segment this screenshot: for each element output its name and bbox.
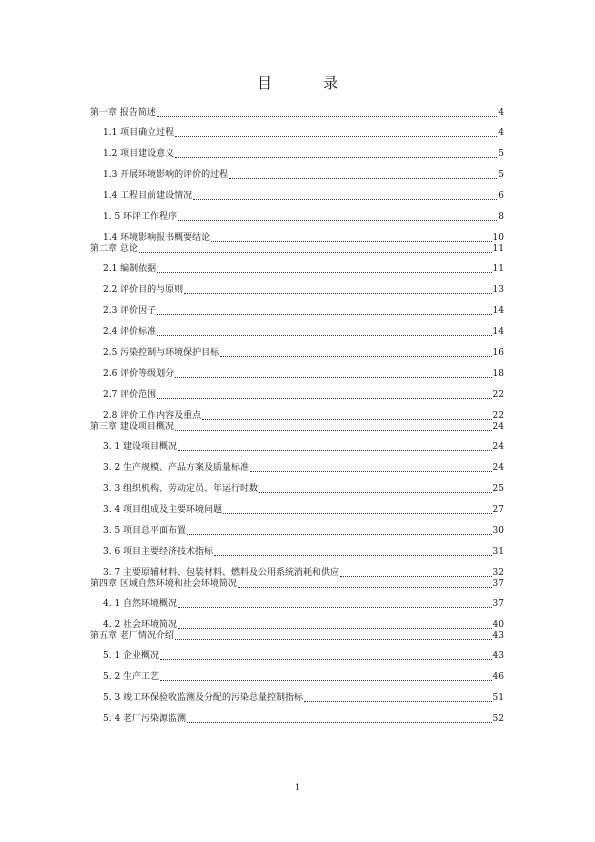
toc-entry-label: 2.8 评价工作内容及重点 (103, 411, 202, 421)
toc-entry-page: 43 (492, 631, 504, 641)
toc-entry-page: 22 (492, 390, 504, 400)
toc-section-entry[interactable] (90, 620, 504, 631)
toc-section-entry[interactable] (90, 442, 504, 453)
toc-entry-page: 22 (492, 411, 504, 421)
toc-section-entry[interactable] (90, 672, 504, 683)
toc-leader-dots (187, 534, 492, 535)
toc-entry-page: 10 (492, 233, 504, 243)
toc-entry-label: 2.4 评价标准 (103, 327, 157, 337)
toc-entry-page: 5 (498, 149, 504, 159)
toc-section-entry[interactable] (90, 170, 504, 181)
toc-entry-label: 第五章 老厂情况介绍 (90, 631, 174, 641)
toc-chapter-entry[interactable] (90, 244, 504, 255)
toc-entry-label: 第四章 区域自然环境和社会环境简况 (90, 579, 237, 589)
toc-section-entry[interactable] (90, 149, 504, 160)
toc-leader-dots (238, 587, 492, 588)
toc-entry-page: 37 (492, 599, 504, 609)
toc-entry-page: 13 (492, 285, 504, 295)
toc-leader-dots (259, 492, 492, 493)
toc-entry-label: 3. 6 项目主要经济技术指标 (103, 547, 214, 557)
toc-section-entry[interactable] (90, 526, 504, 537)
page-number: 1 (294, 783, 301, 792)
toc-entry-label: 2.3 评价因子 (103, 306, 157, 316)
toc-entry-label: 2.1 编制依据 (103, 264, 157, 274)
toc-entry-page: 32 (492, 568, 504, 578)
toc-entry-page: 30 (492, 526, 504, 536)
toc-entry-page: 11 (492, 244, 504, 254)
toc-leader-dots (175, 377, 491, 378)
toc-section-entry[interactable] (90, 390, 504, 401)
toc-leader-dots (202, 419, 491, 420)
toc-section-entry[interactable] (90, 505, 504, 516)
toc-entry-page: 14 (492, 306, 504, 316)
toc-leader-dots (223, 513, 492, 514)
toc-entry-label: 1. 5 环评工作程序 (103, 212, 178, 222)
table-of-contents (90, 108, 504, 725)
toc-leader-dots (160, 659, 492, 660)
toc-leader-dots (304, 701, 492, 702)
toc-leader-dots (175, 136, 497, 137)
toc-section-entry[interactable] (90, 599, 504, 610)
toc-entry-label: 1.2 项目建设意义 (103, 149, 175, 159)
toc-leader-dots (220, 356, 491, 357)
toc-section-entry[interactable] (90, 233, 504, 244)
toc-entry-label: 5. 1 企业概况 (103, 651, 160, 661)
toc-leader-dots (340, 576, 492, 577)
toc-entry-label: 1.4 环境影响报书概要结论 (103, 233, 211, 243)
toc-leader-dots (193, 199, 497, 200)
toc-leader-dots (229, 178, 497, 179)
toc-entry-page: 4 (498, 128, 504, 138)
toc-entry-page: 52 (492, 714, 504, 724)
toc-entry-label: 2.2 评价目的与原则 (103, 285, 184, 295)
toc-entry-page: 46 (492, 672, 504, 682)
toc-entry-label: 第三章 建设项目概况 (90, 422, 174, 432)
toc-entry-page: 18 (492, 369, 504, 379)
toc-leader-dots (160, 680, 492, 681)
toc-entry-page: 24 (492, 422, 504, 432)
toc-entry-label: 3. 7 主要原辅材料、包装材料、燃料及公用系统消耗和供应 (103, 568, 340, 578)
toc-entry-label: 2.5 污染控制与环境保护目标 (103, 348, 220, 358)
toc-leader-dots (157, 314, 491, 315)
toc-entry-label: 第二章 总论 (90, 244, 138, 254)
toc-entry-label: 1.3 开展环境影响的评价的过程 (103, 170, 229, 180)
toc-entry-page: 4 (498, 108, 504, 118)
toc-entry-label: 5. 3 竣工环保验收监测及分配的污染总量控制指标 (103, 693, 304, 703)
toc-leader-dots (187, 722, 492, 723)
toc-entry-label: 第一章 报告简述 (90, 108, 156, 118)
toc-leader-dots (178, 628, 492, 629)
toc-section-entry[interactable] (90, 411, 504, 422)
toc-entry-page: 37 (492, 579, 504, 589)
toc-chapter-entry[interactable] (90, 422, 504, 433)
toc-section-entry[interactable] (90, 191, 504, 202)
toc-leader-dots (139, 252, 492, 253)
toc-entry-label: 2.7 评价范围 (103, 390, 157, 400)
toc-entry-label: 2.6 评价等级划分 (103, 369, 175, 379)
toc-entry-label: 1.4 工程目前建设情况 (103, 191, 193, 201)
toc-section-entry[interactable] (90, 212, 504, 223)
toc-entry-page: 51 (492, 693, 504, 703)
toc-section-entry[interactable] (90, 264, 504, 275)
toc-section-entry[interactable] (90, 327, 504, 338)
toc-leader-dots (157, 398, 491, 399)
toc-entry-label: 3. 3 组织机构、劳动定员、年运行时数 (103, 484, 259, 494)
toc-entry-label: 3. 5 项目总平面布置 (103, 526, 187, 536)
toc-entry-label: 5. 4 老厂污染源监测 (103, 714, 187, 724)
toc-entry-label: 4. 2 社会环境简况 (103, 620, 178, 630)
toc-entry-page: 40 (492, 620, 504, 630)
toc-section-entry[interactable] (90, 714, 504, 725)
toc-section-entry[interactable] (90, 348, 504, 359)
toc-leader-dots (175, 430, 492, 431)
toc-section-entry[interactable] (90, 128, 504, 139)
toc-leader-dots (178, 607, 492, 608)
toc-section-entry[interactable] (90, 369, 504, 380)
toc-section-entry[interactable] (90, 285, 504, 296)
toc-section-entry[interactable] (90, 306, 504, 317)
page-title: 目 录 (256, 74, 356, 92)
toc-leader-dots (178, 220, 497, 221)
toc-entry-page: 6 (498, 191, 504, 201)
toc-entry-label: 3. 4 项目组成及主要环境问题 (103, 505, 223, 515)
toc-leader-dots (157, 335, 491, 336)
toc-entry-label: 1.1 项目确立过程 (103, 128, 175, 138)
toc-section-entry[interactable] (90, 693, 504, 704)
toc-entry-page: 11 (492, 264, 504, 274)
toc-entry-label: 5. 2 生产工艺 (103, 672, 160, 682)
toc-leader-dots (214, 555, 492, 556)
toc-entry-page: 25 (492, 484, 504, 494)
toc-section-entry[interactable] (90, 651, 504, 662)
toc-section-entry[interactable] (90, 463, 504, 474)
toc-entry-page: 43 (492, 651, 504, 661)
toc-leader-dots (178, 450, 492, 451)
toc-entry-page: 8 (498, 212, 504, 222)
toc-chapter-entry[interactable] (90, 631, 504, 642)
toc-leader-dots (175, 157, 497, 158)
toc-entry-page: 16 (492, 348, 504, 358)
toc-section-entry[interactable] (90, 547, 504, 558)
toc-entry-page: 14 (492, 327, 504, 337)
toc-entry-page: 24 (492, 442, 504, 452)
toc-section-entry[interactable] (90, 484, 504, 495)
toc-entry-page: 5 (498, 170, 504, 180)
toc-leader-dots (250, 471, 492, 472)
toc-leader-dots (211, 241, 491, 242)
toc-entry-page: 27 (492, 505, 504, 515)
toc-entry-page: 24 (492, 463, 504, 473)
toc-leader-dots (175, 639, 492, 640)
toc-entry-page: 31 (492, 547, 504, 557)
toc-section-entry[interactable] (90, 568, 504, 579)
toc-leader-dots (184, 293, 491, 294)
toc-entry-label: 3. 2 生产规模、产品方案及质量标准 (103, 463, 250, 473)
toc-entry-label: 3. 1 建设项目概况 (103, 442, 178, 452)
toc-entry-label: 4. 1 自然环境概况 (103, 599, 178, 609)
toc-chapter-entry[interactable] (90, 108, 504, 119)
toc-leader-dots (157, 272, 491, 273)
toc-leader-dots (157, 116, 497, 117)
toc-chapter-entry[interactable] (90, 579, 504, 590)
